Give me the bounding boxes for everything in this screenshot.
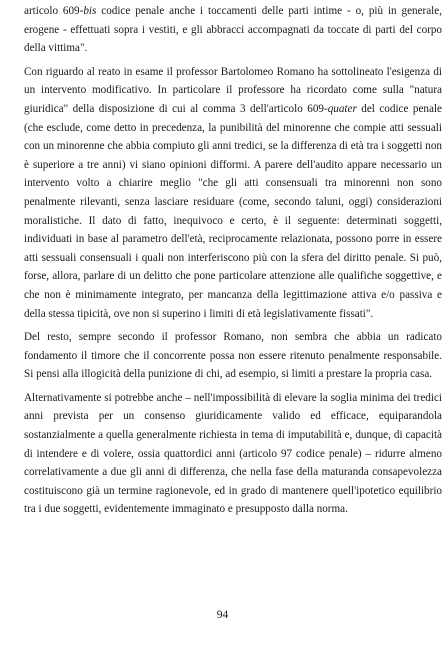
italic-text-run: quater [327,102,357,115]
document-body [24,2,442,524]
page-number: 94 [216,609,229,621]
text-run: Con riguardo al reato in esame il professor Bartolomeo Romano ha sottolineato l'esigenza di un intervento modificativo. In particolare il professore ha ricordato come sulla "natura giuridica" della disposizione di cui al comma 3 dell'articolo 609- [24,65,442,115]
text-run: articolo 609- [24,5,84,17]
paragraph [24,328,442,384]
italic-text-run: bis [83,5,97,17]
text-run: Alternativamente si potrebbe anche – nell'impossibilità di elevare la soglia minima dei tredici anni prevista per un consenso giuridicamente valido ed efficace, equiparandola sostanzialmente a quella generalmente richiesta in tema di imputabilità e, dunque, di capacità di intendere e di volere, ossia quattordici anni (articolo 97 codice penale) – ridurre almeno correlativamente a due gli anni di differenza, che nella fase della maturanda consapevolezza costituiscono già un termine ragionevole, ed in grado di mantenere quell'ipotetico equilibrio tra i due soggetti, evidentemente immaginato e presupposto dalla norma. [24,391,442,516]
paragraph [24,63,442,323]
paragraph [24,2,442,58]
text-run: codice penale anche i toccamenti delle parti intime - o, più in generale, erogene - effettuati sopra i vestiti, e gli abbracci accompagnati da toccate di parti del corpo della vittima". [24,5,443,55]
text-run: del codice penale (che esclude, come detto in precedenza, la punibilità del minorenne che compie atti sessuali con un minorenne che abbia compiuto gli anni tredici, se la differenza di età tra i soggetti non è superiore a tre anni) vi siano opinioni difformi. A parere dell'audito appare necessario un intervento volto a chiarire meglio "che gli atti consensuali tra minorenni non sono penalmente rilevanti, senza lasciare residuare (come, secondo taluni, oggi) considerazioni moralistiche. Il dato di fatto, inequivoco e certo, è il seguente: determinati soggetti, individuati in base al parametro dell'età, reciprocamente relazionata, possono porre in essere atti sessuali consensuali i quali non interferiscono più con la sfera del diritto penale. Si può, forse, allora, parlare di un delitto che pone particolare attenzione alle qualifiche soggettive, e che non è minimamente integrato, per mancanza della legittimazione attiva e/o passiva e della stessa tipicità, ove non si superino i limiti di età legislativamente fissati". [24,102,442,320]
text-run: Del resto, sempre secondo il professor Romano, non sembra che abbia un radicato fondamento il timore che il concorrente possa non essere ritenuto penalmente responsabile. Si pensi alla illogicità della punizione di chi, ad esempio, si limiti a prestare la propria casa. [24,331,442,381]
paragraph [24,389,442,519]
